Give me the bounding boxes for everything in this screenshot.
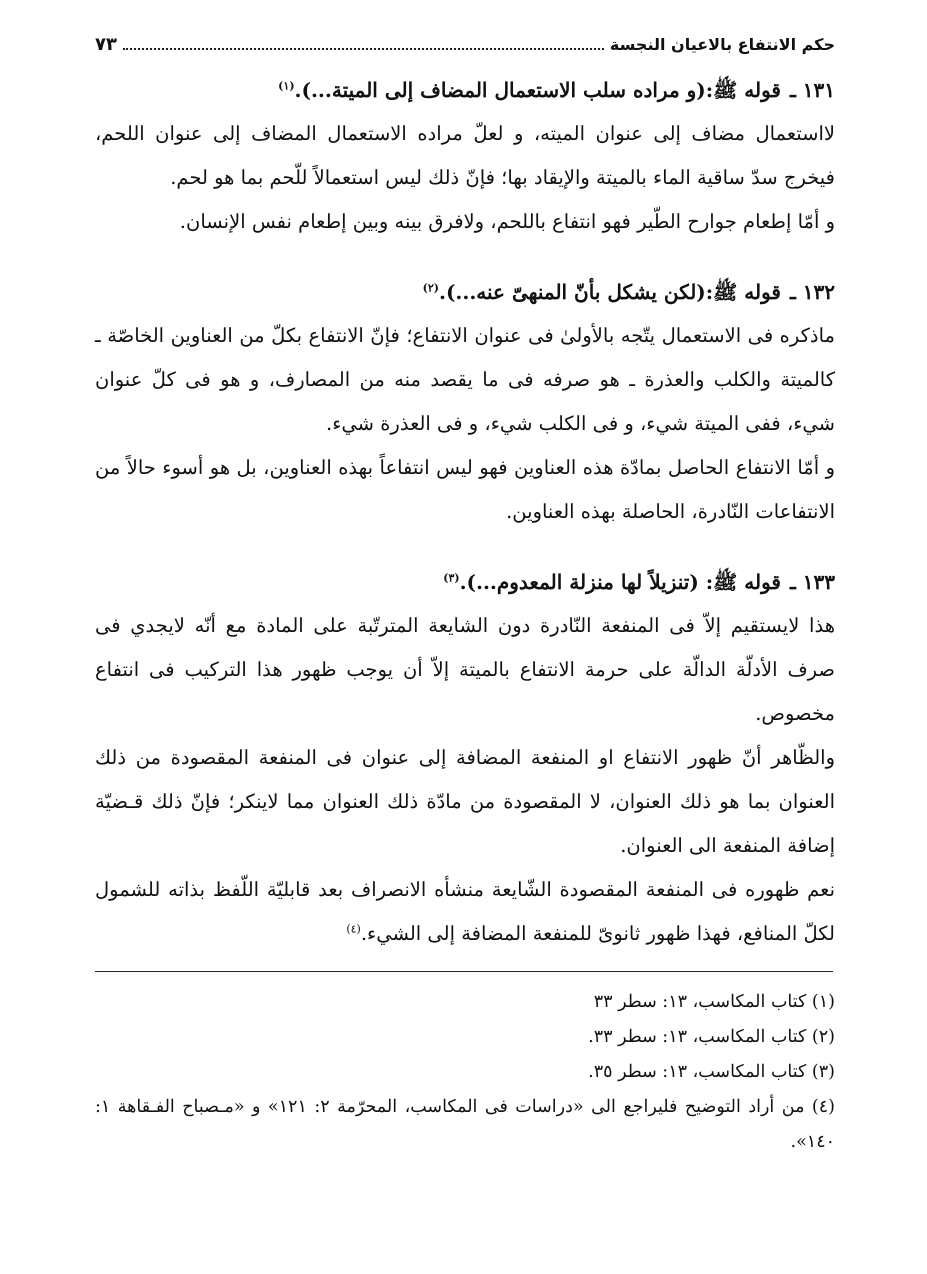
paragraph: و أمّا إطعام جوارح الطّير فهو انتفاع باللحم، ولافرق بينه وبين إطعام نفس الإنسان. bbox=[179, 210, 835, 233]
section-heading-text: قوله ﷺ:(لكن يشكل بأنّ المنهىّ عنه...). bbox=[438, 280, 781, 304]
section-heading-text: قوله ﷺ:(و مراده سلب الاستعمال المضاف إلى الميتة...). bbox=[294, 78, 781, 102]
section-number: ١٣٣ ـ bbox=[789, 570, 835, 594]
section-number: ١٣٢ ـ bbox=[789, 280, 835, 304]
section-133 bbox=[95, 560, 835, 956]
paragraph: ماذكره فى الاستعمال يتّجه بالأولىٰ فى عنوان الانتفاع؛ فإنّ الانتفاع بكلّ من العناوين الخاصّة ـ كالميتة والكلب والعذرة ـ هو صرفه فى ما يقصد منه من المصارف، و هو فى كلّ عنوان شيء، ففى الميتة شيء، و فى الكلب شيء، و فى العذرة شيء. bbox=[95, 324, 835, 435]
paragraph: هذا لايستقيم إلاّ فى المنفعة النّادرة دون الشايعة المترتّبة على المادة مع أنّه لايجدي فى صرف الأدلّة الدالّة على حرمة الانتفاع بالميتة إلاّ أن يوجب ظهور هذا التركيب فى انتفاع مخصوص. bbox=[95, 614, 835, 725]
section-heading bbox=[95, 560, 835, 604]
section-heading bbox=[95, 270, 835, 314]
footnote-separator bbox=[95, 971, 833, 972]
paragraph bbox=[95, 868, 835, 956]
page bbox=[95, 34, 835, 982]
footnote-2: (٢) كتاب المكاسب، ١٣: سطر ٣٣. bbox=[588, 1027, 835, 1047]
leader-dots bbox=[123, 48, 604, 50]
footnote-4: (٤) من أراد التوضيح فليراجع الى «دراسات فى المكاسب، المحرّمة ٢: ١٢١» و «مـصباح الفـقاهة ١: ١٤٠». bbox=[95, 1097, 835, 1152]
footnote-1: (١) كتاب المكاسب، ١٣: سطر ٣٣ bbox=[593, 992, 835, 1012]
footnote-3: (٣) كتاب المكاسب، ١٣: سطر ٣٥. bbox=[588, 1062, 835, 1082]
paragraph: لااستعمال مضاف إلى عنوان الميته، و لعلّ مراده الاستعمال المضاف إلى عنوان اللحم، فيخرج سدّ ساقية الماء بالميتة والإيقاد بها؛ فإنّ ذلك ليس استعمالاً للّحم بما هو لحم. bbox=[95, 122, 835, 189]
footnote-ref: (٢) bbox=[422, 281, 439, 295]
page-number: ٧٣ bbox=[95, 34, 117, 55]
paragraph: والظّاهر أنّ ظهور الانتفاع او المنفعة المضافة إلى عنوان فى المنفعة المقصودة من ذلك العنوان بما هو ذلك العنوان، لا المقصودة من مادّة ذلك العنوان مما لاينكر؛ فإنّ ذلك قـضيّة إضافة المنفعة الى العنوان. bbox=[95, 746, 835, 857]
section-132 bbox=[95, 270, 835, 534]
section-131 bbox=[95, 68, 835, 244]
main-text bbox=[95, 68, 835, 956]
footnote-ref: (٣) bbox=[443, 571, 460, 585]
running-title: حكم الانتفاع بالاعيان النجسة bbox=[609, 35, 835, 54]
section-heading bbox=[95, 68, 835, 112]
footnote-ref: (١) bbox=[278, 79, 295, 93]
paragraph: و أمّا الانتفاع الحاصل بمادّة هذه العناوين فهو ليس انتفاعاً بهذه العناوين، بل هو أسوء حالاً من الانتفاعات النّادرة، الحاصلة بهذه العناوين. bbox=[95, 456, 835, 523]
section-heading-text: قوله ﷺ: (تنزيلاً لها منزلة المعدوم...). bbox=[459, 570, 781, 594]
section-number: ١٣١ ـ bbox=[789, 78, 835, 102]
paragraph-text: نعم ظهوره فى المنفعة المقصودة الشّايعة منشأه الانصراف بعد قابليّة اللّفظ بذاته للشمول لكلّ المنافع، فهذا ظهور ثانوىّ للمنفعة المضافة إلى الشيء. bbox=[95, 878, 835, 945]
footnote-ref: (٤) bbox=[346, 922, 361, 936]
running-header bbox=[95, 34, 835, 58]
footnotes bbox=[95, 985, 835, 1160]
